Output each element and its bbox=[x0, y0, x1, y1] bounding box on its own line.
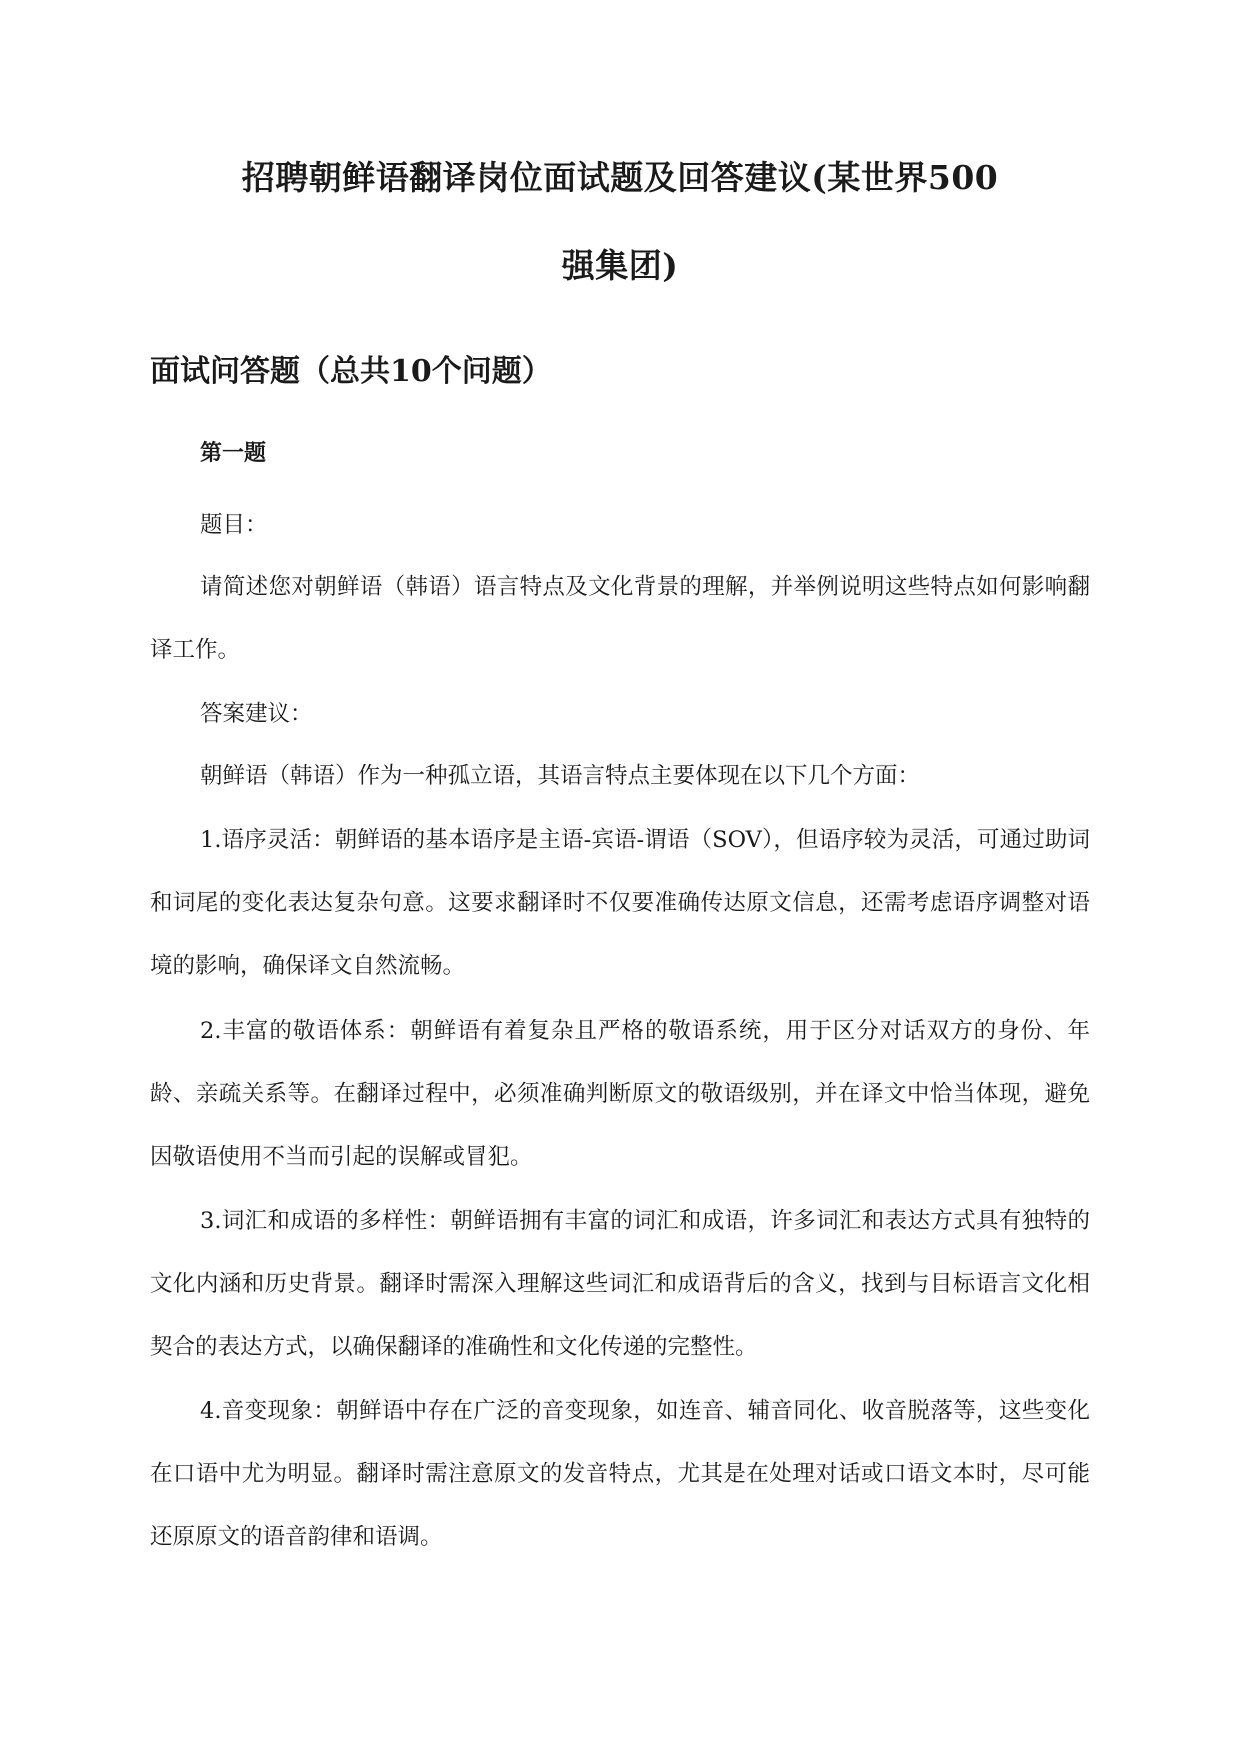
document-title-line-1: 招聘朝鲜语翻译岗位面试题及回答建议(某世界500 bbox=[241, 158, 999, 197]
answer-intro: 朝鲜语（韩语）作为一种孤立语，其语言特点主要体现在以下几个方面： bbox=[200, 763, 921, 789]
prompt-label: 题目： bbox=[200, 512, 268, 538]
answer-label: 答案建议： bbox=[200, 701, 313, 727]
section-heading: 面试问答题（总共10个问题） bbox=[150, 354, 552, 389]
answer-point-2: 2.丰富的敬语体系：朝鲜语有着复杂且严格的敬语系统，用于区分对话双方的身份、年龄、亲疏关系等。在翻译过程中，必须准确判断原文的敬语级别，并在译文中恰当体现，避免因敬语使用不当而引起的误解或冒犯。 bbox=[150, 1018, 1090, 1170]
answer-point-1: 1.语序灵活：朝鲜语的基本语序是主语-宾语-谓语（SOV），但语序较为灵活，可通过助词和词尾的变化表达复杂句意。这要求翻译时不仅要准确传达原文信息，还需考虑语序调整对语境的影响，确保译文自然流畅。 bbox=[150, 827, 1090, 979]
answer-point-3: 3.词汇和成语的多样性：朝鲜语拥有丰富的词汇和成语，许多词汇和表达方式具有独特的文化内涵和历史背景。翻译时需深入理解这些词汇和成语背后的含义，找到与目标语言文化相契合的表达方式，以确保翻译的准确性和文化传递的完整性。 bbox=[150, 1208, 1090, 1360]
answer-point-4: 4.音变现象：朝鲜语中存在广泛的音变现象，如连音、辅音同化、收音脱落等，这些变化在口语中尤为明显。翻译时需注意原文的发音特点，尤其是在处理对话或口语文本时，尽可能还原原文的语音韵律和语调。 bbox=[150, 1398, 1090, 1550]
question-heading: 第一题 bbox=[200, 440, 267, 466]
document-title-line-2: 强集团) bbox=[561, 246, 679, 285]
prompt-text: 请简述您对朝鲜语（韩语）语言特点及文化背景的理解，并举例说明这些特点如何影响翻译工作。 bbox=[150, 574, 1090, 663]
